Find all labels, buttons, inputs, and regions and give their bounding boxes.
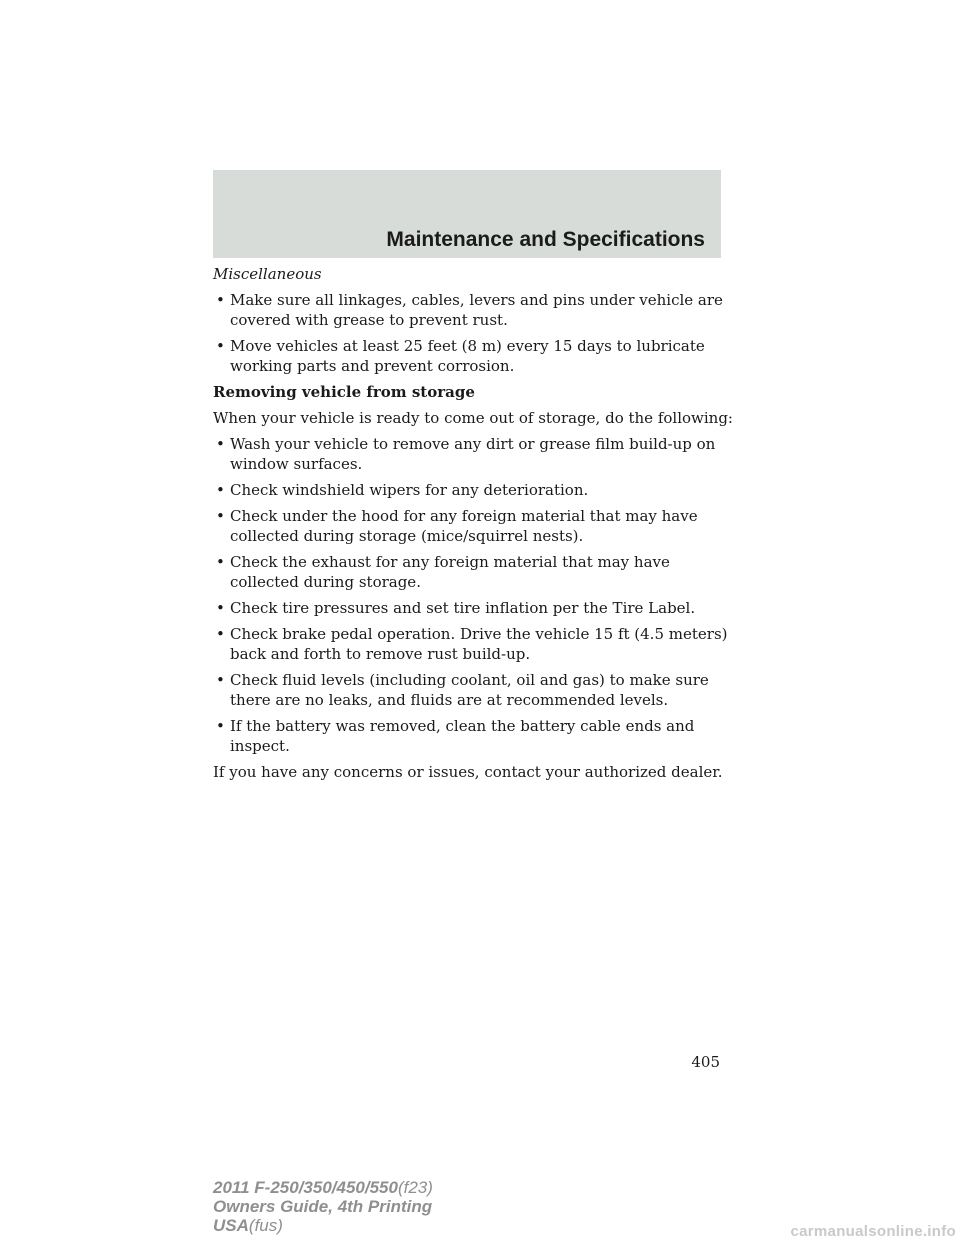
- footer-market: USA: [213, 1216, 249, 1235]
- list-item-text: If the battery was removed, clean the battery cable ends and inspect.: [230, 717, 695, 755]
- list-item-text: Move vehicles at least 25 feet (8 m) every 15 days to lubricate working parts and prevent corrosion.: [230, 337, 705, 375]
- document-footer: [213, 1178, 433, 1235]
- footer-line-1: [213, 1178, 433, 1197]
- list-item-text: Check fluid levels (including coolant, oil and gas) to make sure there are no leaks, and fluids are at recommended levels.: [230, 671, 709, 709]
- list-item: [213, 552, 733, 592]
- watermark: carmanualsonline.info: [790, 1223, 956, 1240]
- section-header-band: [213, 170, 721, 258]
- footer-line-2: [213, 1197, 433, 1216]
- list-item: [213, 624, 733, 664]
- bullet-glyph: •: [216, 717, 225, 735]
- list-item: [213, 336, 733, 376]
- removing-intro: When your vehicle is ready to come out of storage, do the following:: [213, 409, 733, 427]
- list-item: [213, 434, 733, 474]
- list-item-text: Check tire pressures and set tire inflation per the Tire Label.: [230, 599, 696, 617]
- bullet-glyph: •: [216, 599, 225, 617]
- list-item: [213, 290, 733, 330]
- section-title: Maintenance and Specifications: [386, 228, 705, 251]
- bullet-glyph: •: [216, 507, 225, 525]
- page-content: [213, 264, 733, 788]
- list-item-text: Check under the hood for any foreign material that may have collected during storage (mice/squirrel nests).: [230, 507, 698, 545]
- closing-paragraph: If you have any concerns or issues, contact your authorized dealer.: [213, 763, 723, 781]
- footer-market-code: (fus): [248, 1216, 283, 1235]
- footer-line-3: [213, 1216, 433, 1235]
- list-item: [213, 598, 733, 618]
- bullet-glyph: •: [216, 291, 225, 309]
- footer-printing: Owners Guide, 4th Printing: [213, 1197, 433, 1216]
- page-number: 405: [691, 1053, 720, 1071]
- list-item-text: Make sure all linkages, cables, levers and pins under vehicle are covered with grease to prevent rust.: [230, 291, 723, 329]
- bullet-glyph: •: [216, 553, 225, 571]
- list-item: [213, 716, 733, 756]
- list-item-text: Check the exhaust for any foreign material that may have collected during storage.: [230, 553, 670, 591]
- misc-heading: Miscellaneous: [213, 265, 322, 283]
- footer-model-code: (f23): [397, 1178, 433, 1197]
- bullet-glyph: •: [216, 671, 225, 689]
- list-item: [213, 506, 733, 546]
- list-item: [213, 480, 733, 500]
- removing-heading: Removing vehicle from storage: [213, 383, 475, 401]
- list-item: [213, 670, 733, 710]
- bullet-glyph: •: [216, 337, 225, 355]
- bullet-glyph: •: [216, 481, 225, 499]
- bullet-glyph: •: [216, 435, 225, 453]
- list-item-text: Check windshield wipers for any deterioration.: [230, 481, 589, 499]
- footer-model: 2011 F-250/350/450/550: [213, 1178, 398, 1197]
- list-item-text: Check brake pedal operation. Drive the vehicle 15 ft (4.5 meters) back and forth to remove rust build-up.: [230, 625, 728, 663]
- list-item-text: Wash your vehicle to remove any dirt or grease film build-up on window surfaces.: [230, 435, 716, 473]
- bullet-glyph: •: [216, 625, 225, 643]
